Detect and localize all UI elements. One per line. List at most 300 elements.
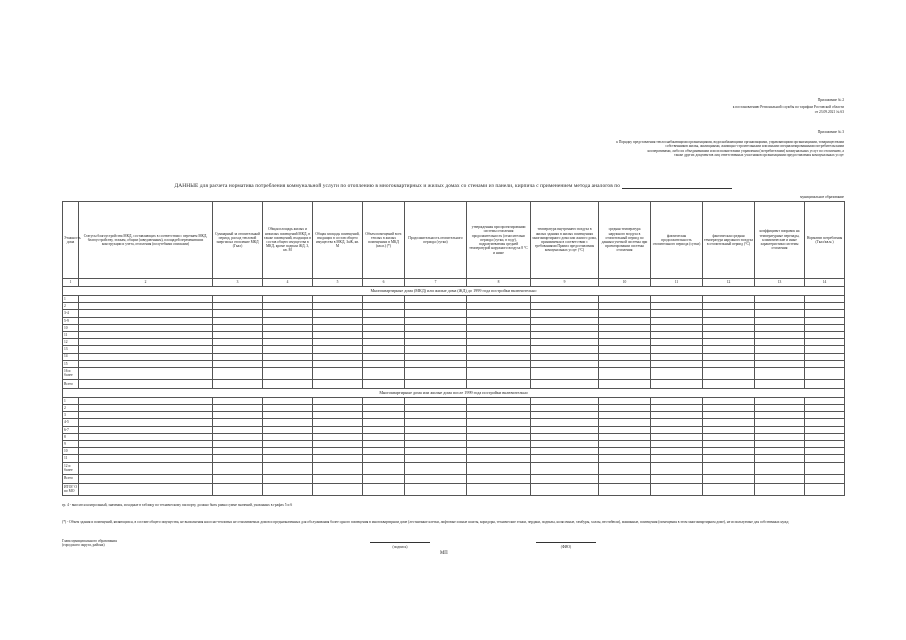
table-cell (703, 317, 755, 324)
table-row (63, 397, 845, 404)
table-cell (363, 303, 405, 310)
table-row (63, 310, 845, 317)
column-number: 10 (599, 279, 651, 287)
header-cell: Статусы благоустройства МКД, составляющих в соответствии с перечнем МКД, благоустройству, этажам, общим (шведовенным), площадей переменивших конструкции и учета, отопления (полутебыми описками) (79, 202, 213, 279)
table-cell (467, 331, 531, 338)
table-row (63, 419, 845, 426)
signature-position-line2: (городского округа, района) (62, 543, 105, 548)
table-cell (79, 455, 213, 462)
table-cell (467, 367, 531, 379)
table-cell (405, 310, 467, 317)
table-cell (467, 412, 531, 419)
table-cell (263, 462, 313, 474)
row-label: 14 (63, 353, 79, 360)
table-cell (755, 433, 805, 440)
table-cell (313, 426, 363, 433)
table-cell (651, 367, 703, 379)
table-cell (405, 331, 467, 338)
table-row (63, 455, 845, 462)
table-cell (213, 462, 263, 474)
table-cell (703, 324, 755, 331)
table-cell (805, 483, 845, 495)
table-cell (363, 346, 405, 353)
section-2-body (63, 397, 845, 495)
table-cell (313, 405, 363, 412)
table-cell (651, 303, 703, 310)
table-cell (313, 379, 363, 388)
header-cell: Общая площадь жилых и нежилых помещений МКД, в также помещений, входящих в состав общего имущества в МКД, кроме подвала ЖД, 3, кв. М (263, 202, 313, 279)
table-cell (531, 455, 599, 462)
table-cell (651, 324, 703, 331)
table-cell (805, 412, 845, 419)
table-cell (405, 462, 467, 474)
table-cell (405, 360, 467, 367)
table-cell (805, 339, 845, 346)
table-cell (599, 448, 651, 455)
table-cell (263, 379, 313, 388)
table-cell (363, 483, 405, 495)
table-cell (805, 379, 845, 388)
table-cell (263, 419, 313, 426)
row-label: Всего (63, 474, 79, 483)
table-cell (805, 474, 845, 483)
table-cell (599, 353, 651, 360)
row-label: 4-5 (63, 419, 79, 426)
signature-caption: (подпись) (392, 545, 408, 549)
table-cell (405, 353, 467, 360)
table-cell (467, 419, 531, 426)
table-cell (703, 474, 755, 483)
table-cell (599, 462, 651, 474)
table-cell (213, 317, 263, 324)
table-cell (405, 455, 467, 462)
table-cell (213, 353, 263, 360)
table-cell (755, 441, 805, 448)
table-cell (599, 331, 651, 338)
column-number: 2 (79, 279, 213, 287)
table-cell (599, 324, 651, 331)
row-label: 2 (63, 405, 79, 412)
table-cell (755, 448, 805, 455)
data-table (62, 201, 845, 496)
table-cell (405, 412, 467, 419)
column-number: 7 (405, 279, 467, 287)
municipality-blank (622, 183, 732, 189)
document-title-text: ДАННЫЕ для расчета норматива потребления коммунальной услуги по отоплению в многоквартирных и жилых домах со стенами из панели, кирпича с применением метода аналогов по (174, 183, 621, 189)
table-cell (79, 303, 213, 310)
table-cell (531, 483, 599, 495)
table-cell (313, 455, 363, 462)
table-cell (651, 346, 703, 353)
table-cell (467, 353, 531, 360)
table-cell (651, 339, 703, 346)
table-cell (263, 339, 313, 346)
table-cell (467, 426, 531, 433)
table-cell (405, 426, 467, 433)
table-cell (651, 462, 703, 474)
table-cell (313, 310, 363, 317)
table-cell (467, 324, 531, 331)
table-cell (313, 448, 363, 455)
table-cell (363, 455, 405, 462)
table-cell (599, 360, 651, 367)
table-row (63, 441, 845, 448)
table-cell (703, 462, 755, 474)
table-cell (599, 412, 651, 419)
table-cell (755, 379, 805, 388)
table-cell (651, 433, 703, 440)
table-row (63, 296, 845, 303)
header-cell: Продолжительность отопительного периода (сутки) (405, 202, 467, 279)
table-cell (703, 448, 755, 455)
table-cell (703, 339, 755, 346)
table-cell (405, 346, 467, 353)
table-cell (363, 419, 405, 426)
table-cell (79, 419, 213, 426)
table-cell (79, 405, 213, 412)
table-cell (79, 379, 213, 388)
table-cell (755, 317, 805, 324)
table-cell (755, 303, 805, 310)
table-cell (599, 379, 651, 388)
column-number: 1 (63, 279, 79, 287)
table-cell (651, 483, 703, 495)
table-cell (313, 397, 363, 404)
table-cell (405, 397, 467, 404)
table-cell (467, 360, 531, 367)
table-cell (79, 339, 213, 346)
table-cell (313, 317, 363, 324)
table-cell (599, 455, 651, 462)
table-cell (703, 310, 755, 317)
attachment-2-line1: к постановлению Региональной службы по тарифам Ростовской области (732, 105, 844, 110)
table-cell (213, 474, 263, 483)
table-cell (703, 346, 755, 353)
table-cell (213, 331, 263, 338)
table-cell (755, 360, 805, 367)
table-cell (703, 303, 755, 310)
section-1-title: Многоквартирные дома (МКД) или жилые дома (ЖД) до 1999 года постройки включительно (63, 287, 845, 296)
row-label: 9 (63, 441, 79, 448)
table-cell (467, 346, 531, 353)
table-cell (651, 310, 703, 317)
table-cell (363, 379, 405, 388)
table-cell (79, 426, 213, 433)
table-cell (703, 412, 755, 419)
table-cell (313, 339, 363, 346)
table-cell (531, 433, 599, 440)
attachment-2-title: Приложение № 2 (817, 98, 844, 102)
table-cell (79, 346, 213, 353)
attachment-3-title: Приложение № 3 (817, 130, 844, 134)
table-cell (805, 303, 845, 310)
table-cell (405, 379, 467, 388)
row-label: 12 (63, 339, 79, 346)
table-cell (755, 310, 805, 317)
table-cell (531, 346, 599, 353)
table-cell (263, 296, 313, 303)
table-cell (599, 474, 651, 483)
row-label: 15 (63, 360, 79, 367)
table-cell (651, 455, 703, 462)
table-cell (531, 441, 599, 448)
table-cell (363, 412, 405, 419)
table-cell (599, 339, 651, 346)
table-cell (79, 474, 213, 483)
table-cell (263, 346, 313, 353)
table-cell (805, 448, 845, 455)
table-cell (703, 419, 755, 426)
table-cell (405, 339, 467, 346)
table-cell (313, 433, 363, 440)
table-cell (531, 360, 599, 367)
table-cell (313, 462, 363, 474)
table-cell (213, 379, 263, 388)
table-cell (755, 296, 805, 303)
table-cell (805, 397, 845, 404)
table-cell (467, 441, 531, 448)
intro-line: к Порядку представления теплоснабжающими организациями, водоснабжающими организациями, управляющими организациями, товариществами (616, 140, 844, 144)
attachment-2-line2: от 23.09.2021 № 63 (814, 109, 844, 114)
table-cell (755, 419, 805, 426)
table-cell (531, 462, 599, 474)
table-cell (703, 426, 755, 433)
table-cell (651, 474, 703, 483)
table-cell (467, 455, 531, 462)
intro-block (514, 140, 844, 158)
table-cell (363, 339, 405, 346)
table-cell (263, 412, 313, 419)
signature-position-line1: Глава муниципального образования (62, 539, 117, 543)
table-cell (363, 317, 405, 324)
row-label: 10 (63, 324, 79, 331)
table-cell (213, 324, 263, 331)
table-cell (263, 324, 313, 331)
table-cell (805, 353, 845, 360)
table-cell (79, 412, 213, 419)
table-row (63, 448, 845, 455)
table-cell (755, 339, 805, 346)
table-cell (263, 331, 313, 338)
table-cell (213, 360, 263, 367)
table-cell (213, 310, 263, 317)
table-cell (313, 353, 363, 360)
table-cell (755, 474, 805, 483)
table-cell (263, 474, 313, 483)
table-row (63, 474, 845, 483)
table-cell (651, 317, 703, 324)
table-cell (531, 448, 599, 455)
table-cell (213, 419, 263, 426)
table-cell (805, 331, 845, 338)
footnote-1: гр. 4 - вносятся контрольный, значения, исходные в таблицу по техническому паспорту, должно быть равна сумме значений, указанных в графах 5 и 6 (62, 503, 293, 507)
header-cell: Норматив потребления (Гкал/кв.м.) (805, 202, 845, 279)
table-cell (263, 433, 313, 440)
table-cell (79, 367, 213, 379)
table-cell (805, 310, 845, 317)
table-row (63, 324, 845, 331)
table-cell (263, 441, 313, 448)
table-cell (531, 405, 599, 412)
table-cell (79, 331, 213, 338)
footnote-2: (*) - Объем здания и помещений, являющихся, в составе общего имущества, не выполнения насосно-тепловых не отапливаемых домов и предназначенных для обслуживания более одного помещения в многоквартирном доме (лестничные клетки, лифтовые и иные шахты, коридоры, технические этажи, чердаки, подвалы, колясочные, тамбуры, холлы, вестибюли), машинные, помещения (помещения в этом многоквартирном доме), не используемые для собственных нужд (62, 520, 789, 524)
attachment-2-header (524, 98, 844, 114)
table-cell (703, 367, 755, 379)
table-cell (363, 474, 405, 483)
row-label: 12 и более (63, 462, 79, 474)
table-cell (755, 412, 805, 419)
table-row (63, 303, 845, 310)
table-cell (79, 483, 213, 495)
table-cell (531, 339, 599, 346)
table-cell (405, 474, 467, 483)
table-cell (79, 296, 213, 303)
table-cell (79, 360, 213, 367)
header-cell: утвержденная при проектировании системы отопления продолжительность (относительно периода (сутки, в году), подразумеваемая средней температурой наружного воздуха 8 °С и ниже (467, 202, 531, 279)
table-row (63, 433, 845, 440)
table-cell (531, 419, 599, 426)
table-cell (651, 296, 703, 303)
signature-position (62, 539, 202, 548)
table-cell (599, 296, 651, 303)
table-cell (405, 367, 467, 379)
table-cell (531, 303, 599, 310)
table-cell (263, 397, 313, 404)
table-cell (313, 346, 363, 353)
table-cell (755, 346, 805, 353)
table-cell (703, 360, 755, 367)
table-cell (405, 441, 467, 448)
table-cell (467, 405, 531, 412)
intro-line: кооперативами, либо их объединениями или исполнителями управления (потребителями) коммунальных услуг по отоплению, а (647, 148, 844, 153)
table-cell (213, 426, 263, 433)
table-cell (363, 324, 405, 331)
column-number: 3 (213, 279, 263, 287)
table-cell (599, 346, 651, 353)
header-cell: Суммарный за отопительный период, расход тепловой энергии на отопление МКД (Гкал) (213, 202, 263, 279)
table-cell (213, 483, 263, 495)
row-label: 2 (63, 303, 79, 310)
table-cell (703, 405, 755, 412)
table-cell (703, 397, 755, 404)
table-cell (651, 426, 703, 433)
table-cell (467, 474, 531, 483)
table-cell (79, 397, 213, 404)
column-number: 12 (703, 279, 755, 287)
table-cell (805, 426, 845, 433)
table-cell (313, 324, 363, 331)
table-cell (599, 419, 651, 426)
table-cell (651, 412, 703, 419)
table-cell (263, 483, 313, 495)
table-cell (213, 433, 263, 440)
table-cell (363, 448, 405, 455)
table-cell (531, 324, 599, 331)
table-cell (405, 317, 467, 324)
table-cell (313, 303, 363, 310)
column-number: 13 (755, 279, 805, 287)
table-cell (531, 317, 599, 324)
table-cell (79, 317, 213, 324)
section-header-row (63, 388, 845, 397)
table-cell (805, 346, 845, 353)
table-cell (599, 310, 651, 317)
row-label: 5-9 (63, 317, 79, 324)
column-number: 14 (805, 279, 845, 287)
section-1-body (63, 296, 845, 389)
table-cell (79, 353, 213, 360)
table-cell (405, 303, 467, 310)
table-cell (467, 462, 531, 474)
table-cell (313, 296, 363, 303)
table-cell (805, 367, 845, 379)
row-label: 10 (63, 448, 79, 455)
row-label: 6-7 (63, 426, 79, 433)
table-cell (599, 426, 651, 433)
table-header-row (63, 202, 845, 279)
row-label: Всего (63, 379, 79, 388)
table-cell (363, 405, 405, 412)
table-cell (79, 324, 213, 331)
intro-line: собственников жилья, жилищными, жилищно-строительными или иными специализированными потребительскими (665, 144, 844, 149)
header-cell: фактическая продолжительность отопительного периода (сутки) (651, 202, 703, 279)
column-number: 6 (363, 279, 405, 287)
table-cell (263, 367, 313, 379)
table-cell (755, 397, 805, 404)
table-cell (467, 339, 531, 346)
row-label: ИТОГ О по МО (64, 484, 77, 494)
table-cell (651, 353, 703, 360)
table-cell (313, 367, 363, 379)
table-row (63, 339, 845, 346)
column-number: 5 (313, 279, 363, 287)
table-cell (213, 405, 263, 412)
table-cell (755, 462, 805, 474)
table-cell (651, 405, 703, 412)
name-caption: (ФИО) (560, 545, 572, 549)
table-cell (703, 353, 755, 360)
table-cell (755, 405, 805, 412)
row-label: 3 (63, 412, 79, 419)
table-cell (263, 360, 313, 367)
table-cell (213, 296, 263, 303)
table-cell (405, 483, 467, 495)
header-cell: Этажность дома (63, 202, 79, 279)
table-cell (703, 441, 755, 448)
seal-mark: МП (440, 551, 448, 556)
section-header-row (63, 287, 845, 296)
table-cell (405, 405, 467, 412)
table-row (63, 353, 845, 360)
document-title (60, 183, 846, 189)
table-cell (363, 426, 405, 433)
header-cell: средняя температура наружного воздуха в отопительный период по данным учетной системы при проектировании системы отопления (599, 202, 651, 279)
table-cell (213, 367, 263, 379)
table-cell (805, 324, 845, 331)
table-cell (531, 367, 599, 379)
table-cell (213, 397, 263, 404)
table-cell (805, 462, 845, 474)
table-cell (467, 310, 531, 317)
table-row (63, 317, 845, 324)
table-cell (213, 303, 263, 310)
table-cell (703, 483, 755, 495)
table-cell (531, 474, 599, 483)
table-cell (805, 441, 845, 448)
table-cell (531, 426, 599, 433)
table-row (63, 331, 845, 338)
table-row (63, 483, 845, 495)
